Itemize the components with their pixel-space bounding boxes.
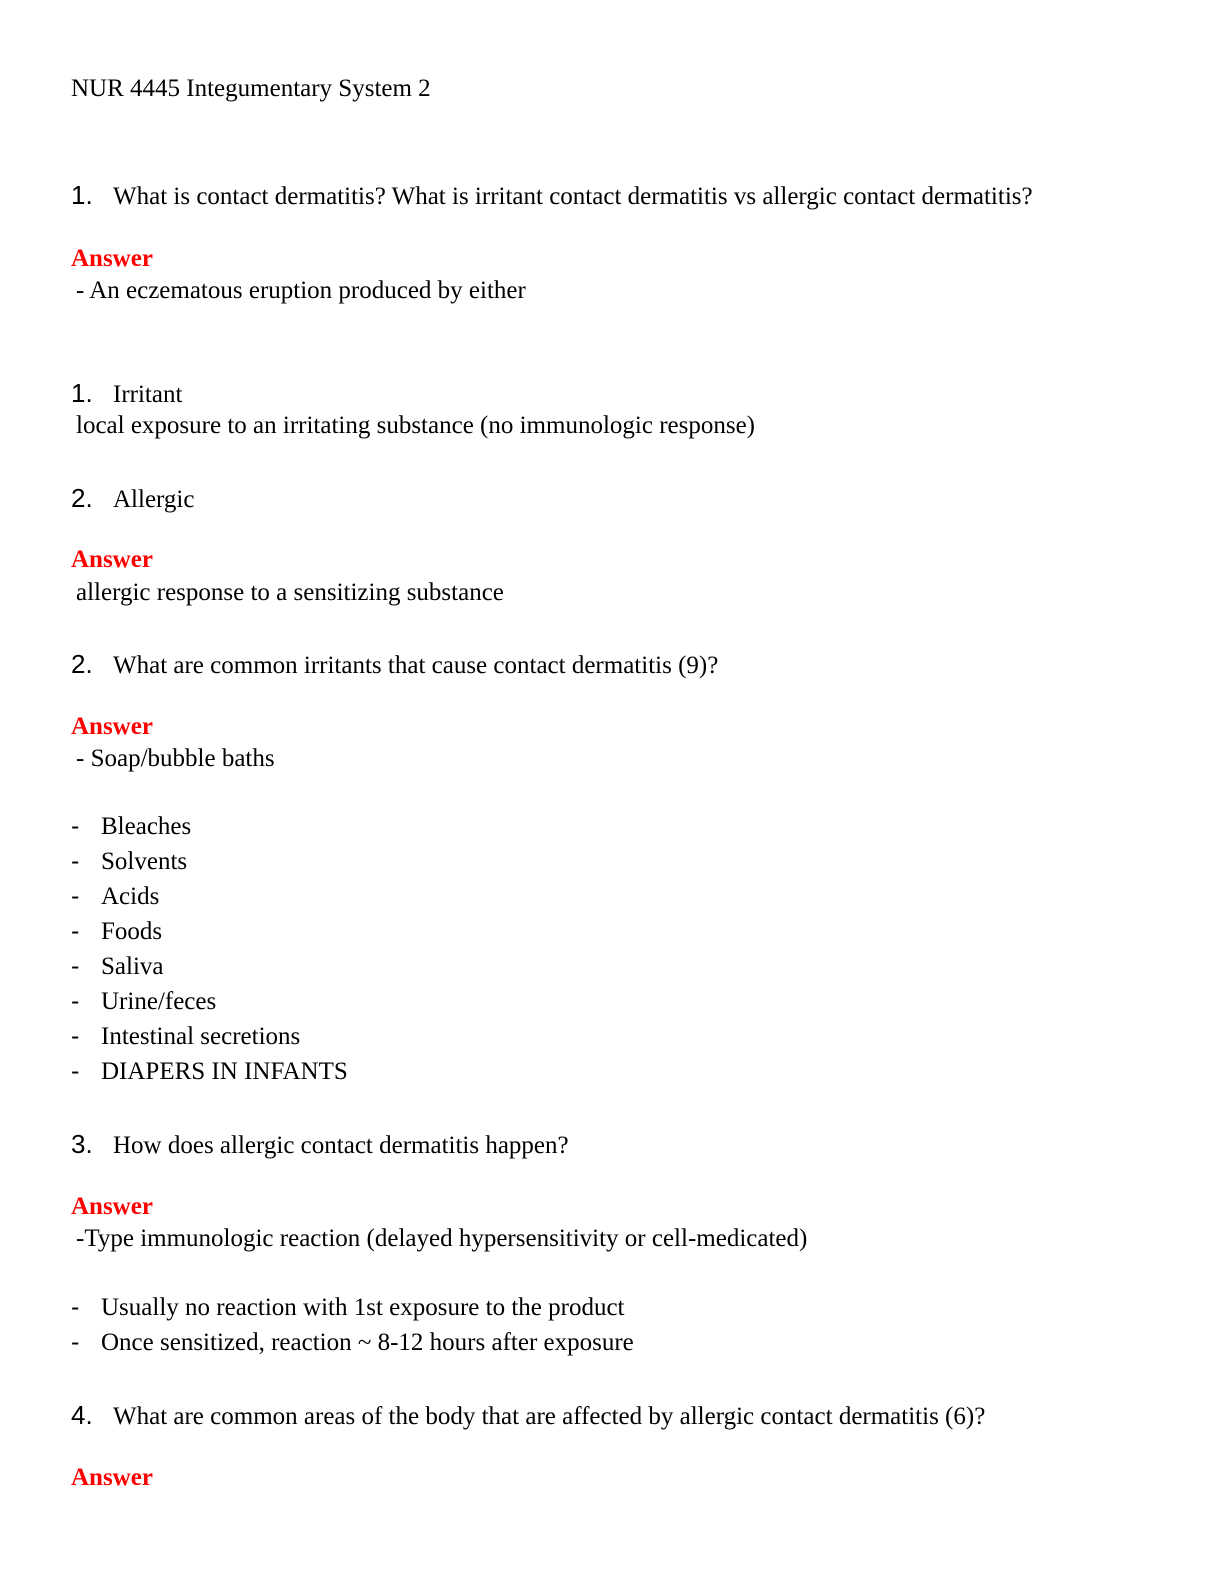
list-item: - Saliva (71, 952, 164, 980)
answer-2-text: - Soap/bubble baths (76, 745, 275, 772)
question-1 (71, 180, 1033, 212)
list-item: - Bleaches (71, 812, 192, 840)
document-title: NUR 4445 Integumentary System 2 (71, 75, 431, 102)
list-item: - Foods (71, 917, 163, 945)
answer-label-2: Answer (71, 713, 153, 740)
answer-1-text: - An eczematous eruption produced by either (76, 277, 526, 304)
subitem-irritant-number: 1. (71, 378, 93, 408)
question-3-text: How does allergic contact dermatitis happen? (113, 1132, 569, 1159)
answer-label-4: Answer (71, 1464, 153, 1491)
list-item: - Usually no reaction with 1st exposure to the product (71, 1293, 625, 1321)
question-4-text: What are common areas of the body that are affected by allergic contact dermatitis (6)? (113, 1403, 986, 1430)
subitem-allergic-label: Allergic (113, 486, 195, 513)
answer-label-3: Answer (71, 1193, 153, 1220)
question-2-text: What are common irritants that cause contact dermatitis (9)? (113, 652, 719, 679)
list-item: - DIAPERS IN INFANTS (71, 1057, 348, 1085)
answer-3-text: -Type immunologic reaction (delayed hypersensitivity or cell-medicated) (76, 1225, 808, 1252)
list-item: - Urine/feces (71, 987, 217, 1015)
irritants-list (71, 809, 348, 1089)
answer-label-1: Answer (71, 245, 153, 272)
question-1-number: 1. (71, 180, 93, 210)
list-item: - Once sensitized, reaction ~ 8-12 hours after exposure (71, 1328, 634, 1356)
list-item: - Solvents (71, 847, 188, 875)
answer-label-1b: Answer (71, 546, 153, 573)
question-3-number: 3. (71, 1129, 93, 1159)
question-4 (71, 1400, 985, 1432)
subitem-irritant-text: local exposure to an irritating substance (no immunologic response) (76, 412, 755, 439)
allergic-reaction-list (71, 1290, 634, 1360)
subitem-irritant-label: Irritant (113, 381, 183, 408)
subitem-irritant (71, 378, 182, 410)
answer-1b-text: allergic response to a sensitizing substance (76, 579, 504, 606)
list-item: - Intestinal secretions (71, 1022, 301, 1050)
subitem-allergic (71, 483, 194, 515)
question-2-number: 2. (71, 649, 93, 679)
question-3 (71, 1129, 569, 1161)
subitem-allergic-number: 2. (71, 483, 93, 513)
question-1-text: What is contact dermatitis? What is irritant contact dermatitis vs allergic contact dermatitis? (113, 183, 1033, 210)
list-item: - Acids (71, 882, 160, 910)
question-4-number: 4. (71, 1400, 93, 1430)
question-2 (71, 649, 718, 681)
